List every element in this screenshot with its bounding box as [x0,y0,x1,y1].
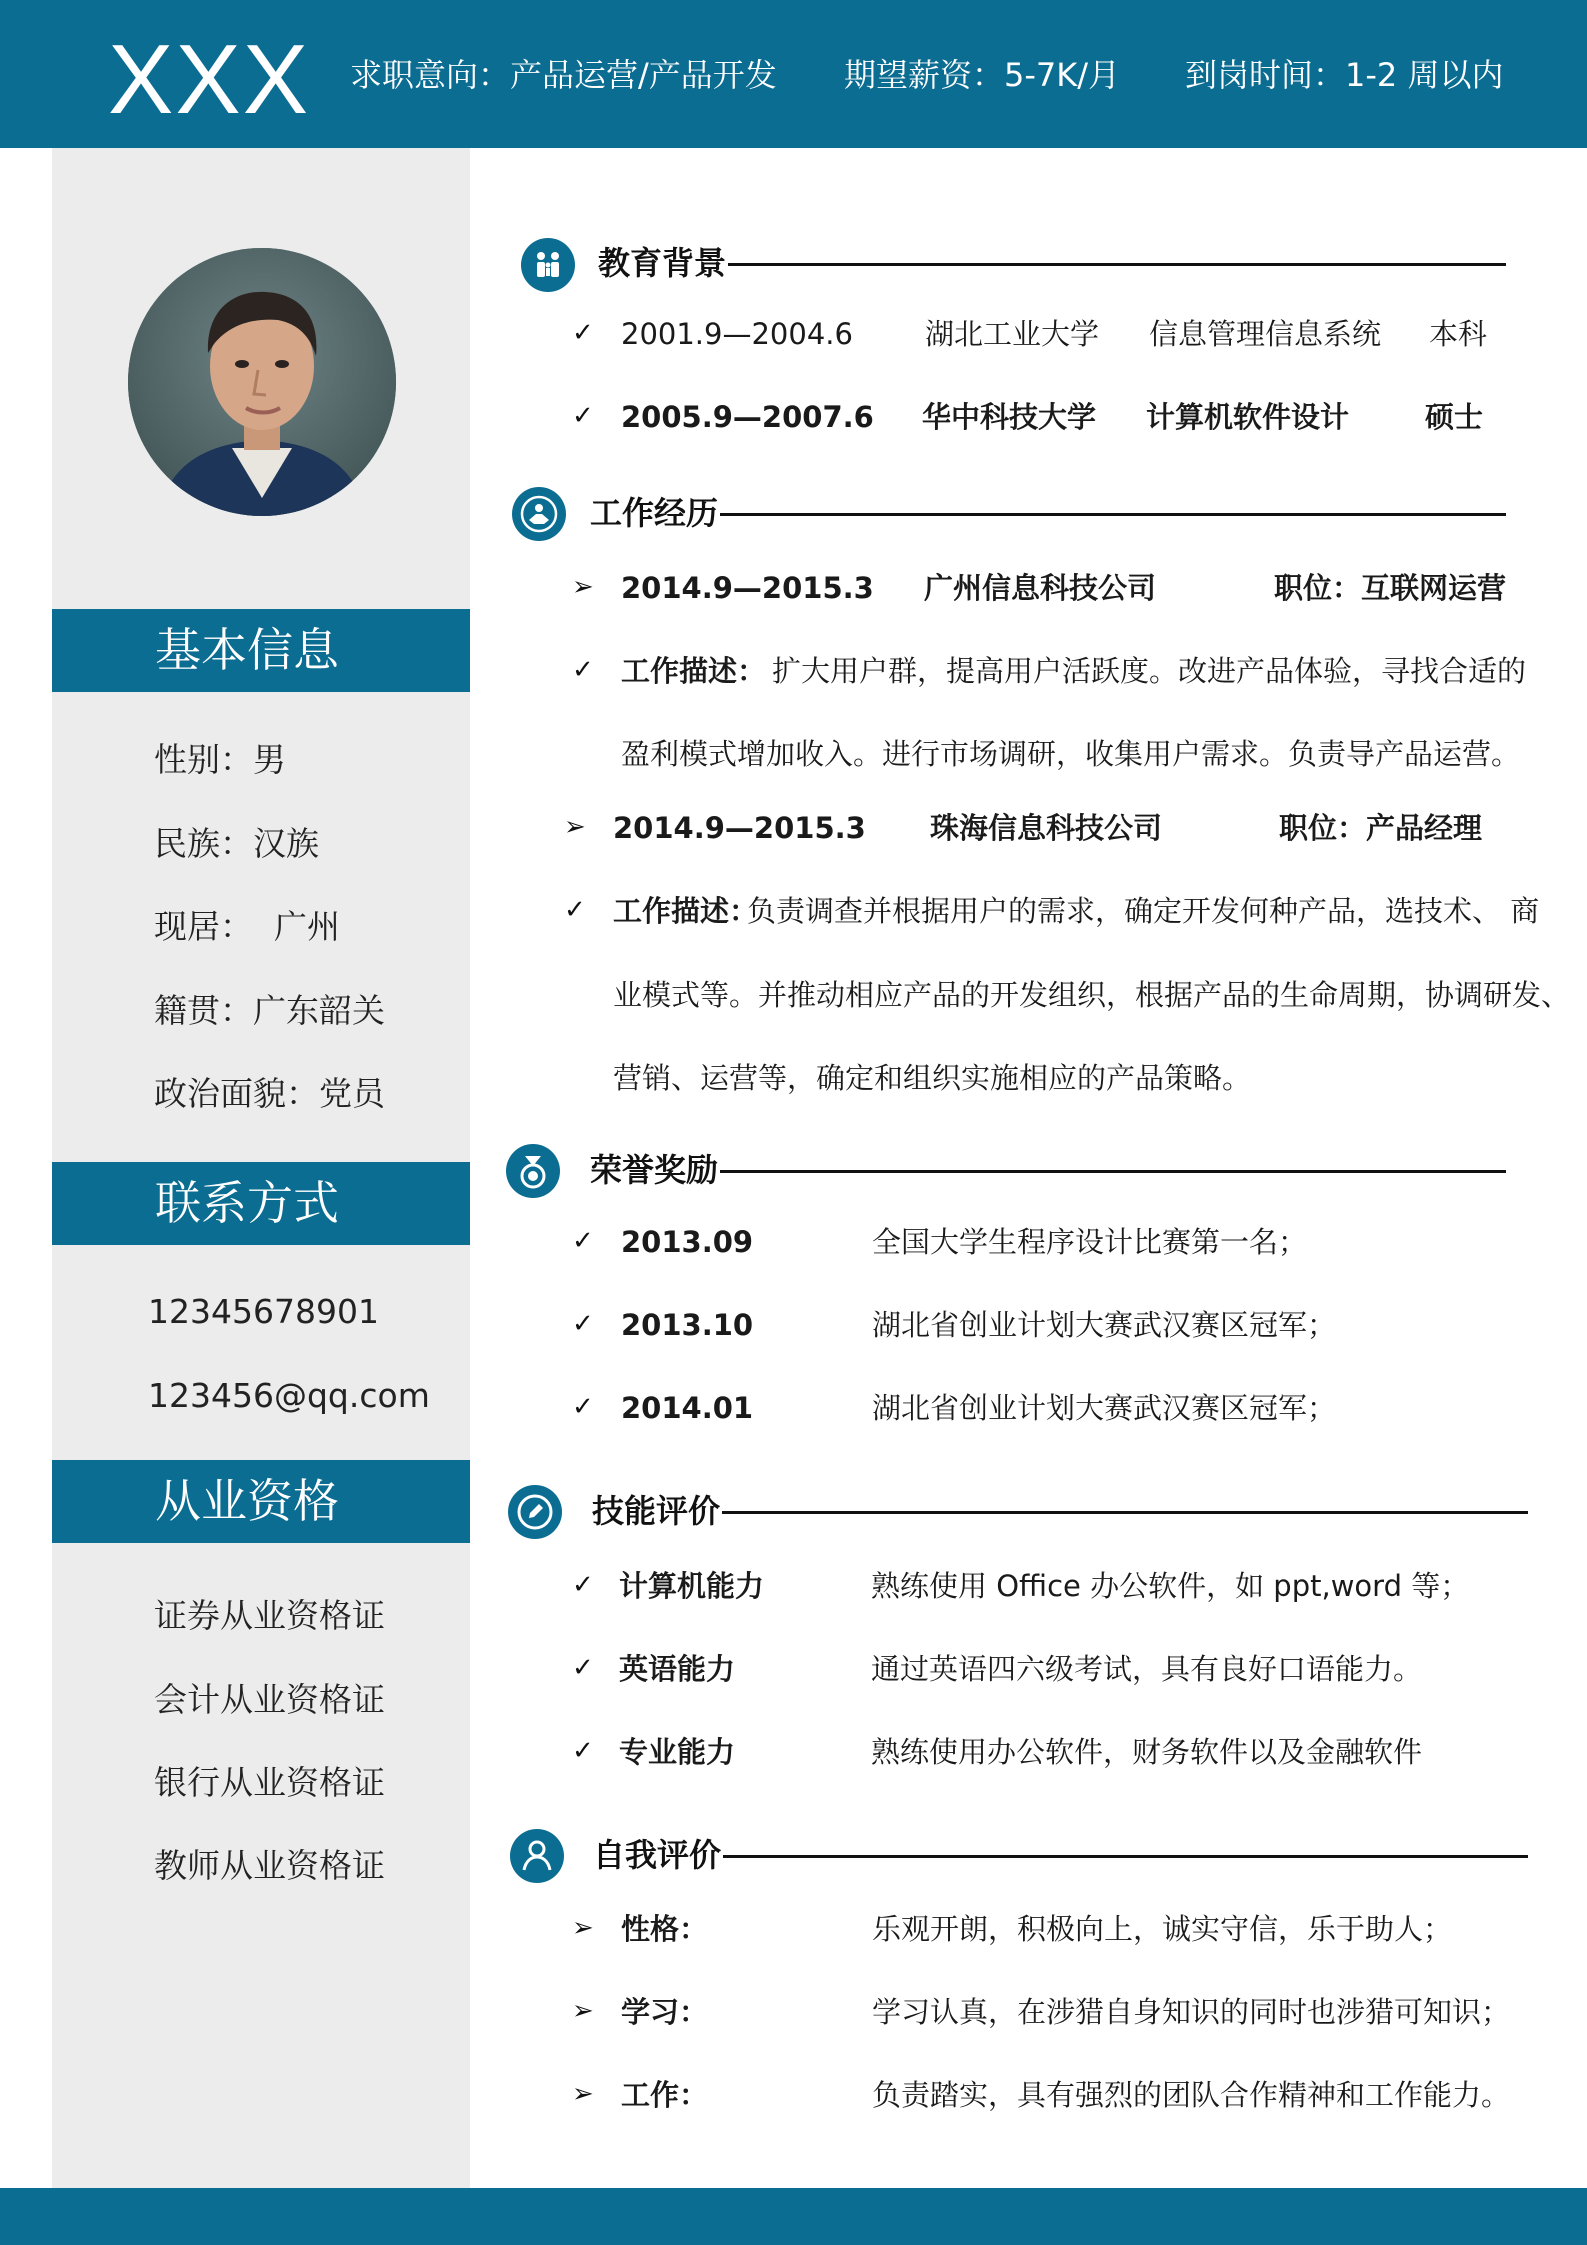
basic-info-item: 政治面貌：党员 [154,1074,385,1113]
self-eval-text: 乐观开朗，积极向上，诚实守信，乐于助人； [872,1912,1453,1946]
honor-text: 全国大学生程序设计比赛第一名； [872,1225,1308,1259]
qualification-item: 会计从业资格证 [154,1680,385,1719]
phone-number: 12345678901 [148,1292,379,1331]
footer-bar [0,2188,1587,2245]
check-icon: ✓ [572,1226,594,1256]
education-major: 信息管理信息系统 [1149,317,1382,351]
job-company: 广州信息科技公司 [924,571,1157,605]
work-title: 工作经历 [590,494,719,532]
honor-text: 湖北省创业计划大赛武汉赛区冠军； [872,1308,1337,1342]
qualification-item: 银行从业资格证 [154,1763,385,1802]
self-eval-label: 学习： [621,1995,709,2029]
job-desc-line: 业模式等。并推动相应产品的开发组织，根据产品的生命周期，协调研发、 [613,978,1571,1012]
education-period: 2001.9—2004.6 [621,317,853,351]
qualification-item: 教师从业资格证 [154,1846,385,1885]
skill-text: 熟练使用办公软件，财务软件以及金融软件 [871,1735,1423,1769]
self-eval-text: 学习认真，在涉猎自身知识的同时也涉猎可知识； [872,1995,1511,2029]
people-icon [521,238,575,292]
section-divider [723,1855,1528,1858]
job-desc-line: 扩大用户群，提高用户活跃度。改进产品体验，寻找合适的 [772,654,1527,688]
job-company: 珠海信息科技公司 [930,811,1163,845]
check-icon: ✓ [572,655,594,685]
honor-date: 2013.10 [621,1308,754,1342]
job-period: 2014.9—2015.3 [613,811,866,845]
skill-label: 专业能力 [619,1735,736,1769]
job-intent: 求职意向：产品运营/产品开发 [350,56,777,94]
check-icon: ✓ [572,1309,594,1339]
self-eval-label: 工作： [621,2078,709,2112]
education-period: 2005.9—2007.6 [621,400,874,434]
honor-date: 2013.09 [621,1225,754,1259]
job-position: 职位：产品经理 [1279,811,1483,845]
email-address: 123456@qq.com [148,1376,430,1415]
self-eval-label: 性格： [621,1912,709,1946]
job-position: 职位：互联网运营 [1274,571,1507,605]
education-degree: 本科 [1429,317,1488,351]
medal-icon [506,1144,560,1198]
skills-title: 技能评价 [592,1492,721,1530]
job-desc-line: 盈利模式增加收入。进行市场调研，收集用户需求。负责导产品运营。 [621,737,1521,771]
contact-heading: 联系方式 [52,1162,470,1245]
basic-info-item: 性别：男 [154,740,286,779]
profile-photo [128,248,396,516]
check-icon: ✓ [572,1653,594,1683]
job-period: 2014.9—2015.3 [621,571,874,605]
skill-label: 计算机能力 [619,1569,765,1603]
basic-info-item: 民族：汉族 [154,824,319,863]
education-degree: 硕士 [1425,400,1484,434]
expected-salary: 期望薪资：5-7K/月 [844,56,1121,94]
honor-date: 2014.01 [621,1391,754,1425]
job-desc-label: 工作描述： [613,894,759,928]
qualifications-heading: 从业资格 [52,1460,470,1543]
handshake-icon [512,487,566,541]
education-major: 计算机软件设计 [1146,400,1350,434]
skill-text: 通过英语四六级考试，具有良好口语能力。 [871,1652,1423,1686]
check-icon: ✓ [572,1570,594,1600]
check-icon: ✓ [572,318,594,348]
skill-label: 英语能力 [619,1652,736,1686]
basic-info-heading: 基本信息 [52,609,470,692]
arrow-icon: ➢ [572,2079,594,2109]
section-divider [720,513,1506,516]
person-icon [510,1829,564,1883]
job-desc-line: 负责调查并根据用户的需求，确定开发何种产品，选技术、 商 [747,894,1540,928]
section-divider [722,1511,1528,1514]
arrow-icon: ➢ [572,1996,594,2026]
honor-text: 湖北省创业计划大赛武汉赛区冠军； [872,1391,1337,1425]
qualification-item: 证券从业资格证 [154,1596,385,1635]
basic-info-item: 现居： 广州 [154,907,340,946]
check-icon: ✓ [564,895,586,925]
avatar-portrait-icon [128,248,396,516]
check-icon: ✓ [572,401,594,431]
self-eval-text: 负责踏实，具有强烈的团队合作精神和工作能力。 [872,2078,1511,2112]
skill-text: 熟练使用 Office 办公软件，如 ppt,word 等； [871,1569,1470,1603]
section-divider [728,263,1506,266]
arrow-icon: ➢ [572,572,594,602]
availability: 到岗时间：1-2 周以内 [1185,56,1504,94]
education-school: 华中科技大学 [922,400,1097,434]
basic-info-item: 籍贯：广东韶关 [154,991,385,1030]
job-desc-label: 工作描述： [621,654,767,688]
check-icon: ✓ [572,1736,594,1766]
self-eval-title: 自我评价 [593,1836,722,1874]
job-desc-line: 营销、运营等，确定和组织实施相应的产品策略。 [613,1061,1252,1095]
education-school: 湖北工业大学 [925,317,1100,351]
arrow-icon: ➢ [572,1913,594,1943]
check-icon: ✓ [572,1392,594,1422]
pencil-icon [508,1485,562,1539]
candidate-name: XXX [108,24,311,134]
honors-title: 荣誉奖励 [590,1151,719,1189]
education-title: 教育背景 [598,244,727,282]
section-divider [720,1170,1506,1173]
arrow-icon: ➢ [564,812,586,842]
